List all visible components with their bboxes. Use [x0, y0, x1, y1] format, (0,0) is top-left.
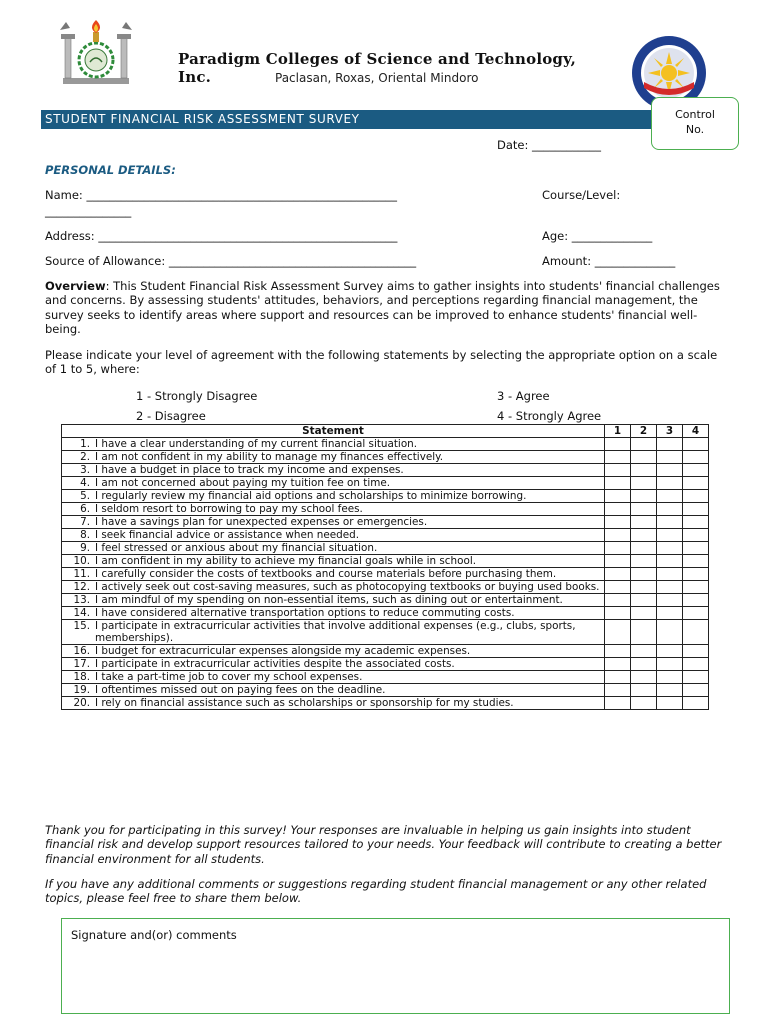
- survey-table: [61, 424, 709, 710]
- table-row: [62, 684, 709, 697]
- control-label-no: No.: [685, 123, 705, 136]
- table-row: [62, 658, 709, 671]
- rating-cell-4[interactable]: [683, 490, 709, 503]
- rating-cell-3[interactable]: [657, 671, 683, 684]
- rating-cell-4[interactable]: [683, 594, 709, 607]
- statement-cell: [62, 658, 605, 671]
- rating-cell-4[interactable]: [683, 645, 709, 658]
- statement-number: 8.: [80, 529, 90, 541]
- rating-cell-1[interactable]: [605, 555, 631, 568]
- signature-comments-box[interactable]: [61, 918, 730, 1014]
- statement-cell: [62, 594, 605, 607]
- statement-cell: [62, 542, 605, 555]
- instructions-paragraph: Please indicate your level of agreement with the following statements by selecting the appropriate option on a scale of 1 to 5, where:: [45, 348, 718, 377]
- statement-text: I have a clear understanding of my current financial situation.: [95, 438, 418, 450]
- rating-cell-3[interactable]: [657, 438, 683, 451]
- rating-cell-1[interactable]: [605, 529, 631, 542]
- rating-cell-4[interactable]: [683, 503, 709, 516]
- scale-2: 2 - Disagree: [136, 409, 206, 423]
- statement-number: 18.: [73, 671, 90, 683]
- rating-cell-2[interactable]: [631, 516, 657, 529]
- rating-cell-4[interactable]: [683, 671, 709, 684]
- rating-cell-4[interactable]: [683, 477, 709, 490]
- rating-cell-2[interactable]: [631, 568, 657, 581]
- rating-cell-2[interactable]: [631, 645, 657, 658]
- statement-cell: [62, 464, 605, 477]
- rating-cell-1[interactable]: [605, 658, 631, 671]
- school-name: Paradigm Colleges of Science and Technology, Inc.: [178, 50, 577, 86]
- table-header-row: [62, 425, 709, 438]
- statement-cell: [62, 620, 605, 645]
- control-number-box[interactable]: [651, 97, 739, 150]
- statement-cell: [62, 607, 605, 620]
- table-row: [62, 671, 709, 684]
- overview-label: Overview: [45, 279, 106, 293]
- statement-number: 15.: [73, 620, 90, 632]
- scale-header-4: 4: [683, 425, 709, 438]
- statement-number: 6.: [80, 503, 90, 515]
- rating-cell-3[interactable]: [657, 684, 683, 697]
- rating-cell-2[interactable]: [631, 451, 657, 464]
- statement-text: I carefully consider the costs of textbooks and course materials before purchasing them.: [95, 568, 557, 580]
- rating-cell-4[interactable]: [683, 451, 709, 464]
- statement-number: 5.: [80, 490, 90, 502]
- allowance-field[interactable]: Source of Allowance: ___________________________________________: [45, 254, 417, 268]
- table-row: [62, 607, 709, 620]
- rating-cell-2[interactable]: [631, 477, 657, 490]
- rating-cell-1[interactable]: [605, 684, 631, 697]
- statement-cell: [62, 671, 605, 684]
- rating-cell-4[interactable]: [683, 658, 709, 671]
- rating-cell-2[interactable]: [631, 671, 657, 684]
- rating-cell-2[interactable]: [631, 684, 657, 697]
- statement-text: I regularly review my financial aid options and scholarships to minimize borrowing.: [95, 490, 527, 502]
- rating-cell-3[interactable]: [657, 464, 683, 477]
- survey-title-banner: STUDENT FINANCIAL RISK ASSESSMENT SURVEY: [41, 110, 681, 129]
- course-level-line: _______________: [45, 204, 132, 218]
- rating-cell-1[interactable]: [605, 451, 631, 464]
- statement-text: I am not confident in my ability to manage my finances effectively.: [95, 451, 444, 463]
- statement-cell: [62, 438, 605, 451]
- statement-text: I participate in extracurricular activities that involve additional expenses (e.g., clubs, sports, memberships).: [95, 620, 576, 644]
- statement-number: 2.: [80, 451, 90, 463]
- course-level-label[interactable]: Course/Level:: [542, 188, 621, 202]
- date-field[interactable]: Date: ____________: [497, 138, 602, 152]
- rating-cell-4[interactable]: [683, 581, 709, 594]
- scale-4: 4 - Strongly Agree: [497, 409, 602, 423]
- rating-cell-4[interactable]: [683, 542, 709, 555]
- statement-text: I take a part-time job to cover my school expenses.: [95, 671, 363, 683]
- statement-text: I rely on financial assistance such as scholarships or sponsorship for my studies.: [95, 697, 514, 709]
- rating-cell-1[interactable]: [605, 464, 631, 477]
- rating-cell-4[interactable]: [683, 555, 709, 568]
- rating-cell-3[interactable]: [657, 658, 683, 671]
- rating-cell-2[interactable]: [631, 529, 657, 542]
- personal-details-heading: PERSONAL DETAILS:: [45, 163, 176, 177]
- rating-cell-4[interactable]: [683, 464, 709, 477]
- scale-3: 3 - Agree: [497, 389, 550, 403]
- statement-cell: [62, 529, 605, 542]
- rating-cell-1[interactable]: [605, 503, 631, 516]
- table-row: [62, 594, 709, 607]
- statement-number: 17.: [73, 658, 90, 670]
- rating-cell-3[interactable]: [657, 607, 683, 620]
- statement-text: I oftentimes missed out on paying fees on the deadline.: [95, 684, 386, 696]
- scale-header-3: 3: [657, 425, 683, 438]
- overview-paragraph: [45, 279, 722, 337]
- rating-cell-1[interactable]: [605, 438, 631, 451]
- rating-cell-1[interactable]: [605, 490, 631, 503]
- address-field[interactable]: Address: ____________________________________________________: [45, 229, 398, 243]
- rating-cell-3[interactable]: [657, 529, 683, 542]
- rating-cell-3[interactable]: [657, 620, 683, 645]
- statement-cell: [62, 490, 605, 503]
- school-logo: [57, 18, 135, 90]
- table-row: [62, 555, 709, 568]
- statement-text: I feel stressed or anxious about my financial situation.: [95, 542, 378, 554]
- rating-cell-1[interactable]: [605, 581, 631, 594]
- rating-cell-4[interactable]: [683, 529, 709, 542]
- scale-header-1: 1: [605, 425, 631, 438]
- rating-cell-4[interactable]: [683, 607, 709, 620]
- statement-cell: [62, 568, 605, 581]
- rating-cell-2[interactable]: [631, 607, 657, 620]
- table-row: [62, 490, 709, 503]
- statement-text: I budget for extracurricular expenses alongside my academic expenses.: [95, 645, 471, 657]
- table-row: [62, 503, 709, 516]
- rating-cell-1[interactable]: [605, 594, 631, 607]
- statement-text: I am confident in my ability to achieve my financial goals while in school.: [95, 555, 477, 567]
- rating-cell-2[interactable]: [631, 658, 657, 671]
- thank-you-paragraph: Thank you for participating in this survey! Your responses are invaluable in helping us gain insights into student financial risk and develop support resources tailored to your needs. Your feedback will contribute to creating a better financial environment for all students.: [45, 823, 722, 866]
- statement-cell: [62, 451, 605, 464]
- rating-cell-2[interactable]: [631, 490, 657, 503]
- rating-cell-3[interactable]: [657, 568, 683, 581]
- rating-cell-1[interactable]: [605, 516, 631, 529]
- rating-cell-1[interactable]: [605, 477, 631, 490]
- rating-cell-4[interactable]: [683, 620, 709, 645]
- table-row: [62, 568, 709, 581]
- statement-cell: [62, 684, 605, 697]
- table-row: [62, 464, 709, 477]
- statement-number: 13.: [73, 594, 90, 606]
- scale-header-2: 2: [631, 425, 657, 438]
- statement-text: I am not concerned about paying my tuition fee on time.: [95, 477, 391, 489]
- rating-cell-4[interactable]: [683, 697, 709, 710]
- table-row: [62, 542, 709, 555]
- statement-cell: [62, 477, 605, 490]
- school-address: Paclasan, Roxas, Oriental Mindoro: [275, 71, 479, 85]
- rating-cell-3[interactable]: [657, 503, 683, 516]
- statement-text: I seek financial advice or assistance when needed.: [95, 529, 360, 541]
- rating-cell-3[interactable]: [657, 490, 683, 503]
- rating-cell-2[interactable]: [631, 555, 657, 568]
- table-row: [62, 529, 709, 542]
- statement-number: 12.: [73, 581, 90, 593]
- rating-cell-2[interactable]: [631, 697, 657, 710]
- rating-cell-1[interactable]: [605, 645, 631, 658]
- rating-cell-3[interactable]: [657, 697, 683, 710]
- table-row: [62, 438, 709, 451]
- name-field[interactable]: Name: ______________________________________________________: [45, 188, 397, 202]
- table-row: [62, 451, 709, 464]
- statement-cell: [62, 581, 605, 594]
- statement-text: I actively seek out cost-saving measures, such as photocopying textbooks or buying used books.: [95, 581, 600, 593]
- rating-cell-1[interactable]: [605, 607, 631, 620]
- rating-cell-3[interactable]: [657, 516, 683, 529]
- rating-cell-3[interactable]: [657, 451, 683, 464]
- rating-cell-2[interactable]: [631, 438, 657, 451]
- rating-cell-2[interactable]: [631, 620, 657, 645]
- rating-cell-1[interactable]: [605, 542, 631, 555]
- statement-number: 1.: [80, 438, 90, 450]
- table-row: [62, 477, 709, 490]
- rating-cell-2[interactable]: [631, 542, 657, 555]
- statement-number: 4.: [80, 477, 90, 489]
- rating-cell-4[interactable]: [683, 568, 709, 581]
- table-row: [62, 645, 709, 658]
- statement-number: 10.: [73, 555, 90, 567]
- statement-text: I participate in extracurricular activities despite the associated costs.: [95, 658, 455, 670]
- statement-number: 20.: [73, 697, 90, 709]
- statement-header: Statement: [62, 425, 605, 438]
- statement-cell: [62, 555, 605, 568]
- statement-text: I am mindful of my spending on non-essential items, such as dining out or entertainment.: [95, 594, 563, 606]
- control-label: Control: [675, 108, 715, 121]
- signature-label: Signature and(or) comments: [71, 928, 237, 942]
- statement-text: I have a savings plan for unexpected expenses or emergencies.: [95, 516, 428, 528]
- statement-number: 16.: [73, 645, 90, 657]
- rating-cell-4[interactable]: [683, 684, 709, 697]
- scale-1: 1 - Strongly Disagree: [136, 389, 258, 403]
- rating-cell-2[interactable]: [631, 503, 657, 516]
- rating-cell-2[interactable]: [631, 464, 657, 477]
- rating-cell-2[interactable]: [631, 581, 657, 594]
- rating-cell-4[interactable]: [683, 438, 709, 451]
- statement-cell: [62, 503, 605, 516]
- rating-cell-4[interactable]: [683, 516, 709, 529]
- statement-number: 11.: [73, 568, 90, 580]
- rating-cell-1[interactable]: [605, 568, 631, 581]
- statement-number: 19.: [73, 684, 90, 696]
- age-field[interactable]: Age: ______________: [542, 229, 653, 243]
- rating-cell-1[interactable]: [605, 697, 631, 710]
- statement-cell: [62, 645, 605, 658]
- statement-number: 3.: [80, 464, 90, 476]
- additional-comments-paragraph: If you have any additional comments or suggestions regarding student financial management or any other related topics, please feel free to share them below.: [45, 877, 707, 906]
- statement-text: I have a budget in place to track my income and expenses.: [95, 464, 404, 476]
- overview-text: : This Student Financial Risk Assessment Survey aims to gather insights into students' financial challenges and concerns. By assessing students' attitudes, behaviors, and perceptions regarding financial management, the survey seeks to identify areas where support and resources can be improved to enhance students' financial well-being.: [45, 279, 720, 337]
- statement-cell: [62, 697, 605, 710]
- statement-number: 7.: [80, 516, 90, 528]
- statement-text: I seldom resort to borrowing to pay my school fees.: [95, 503, 363, 515]
- statement-text: I have considered alternative transportation options to reduce commuting costs.: [95, 607, 515, 619]
- table-row: [62, 620, 709, 645]
- rating-cell-3[interactable]: [657, 555, 683, 568]
- statement-number: 9.: [80, 542, 90, 554]
- statement-number: 14.: [73, 607, 90, 619]
- amount-field[interactable]: Amount: ______________: [542, 254, 676, 268]
- rating-cell-1[interactable]: [605, 671, 631, 684]
- table-row: [62, 697, 709, 710]
- statement-cell: [62, 516, 605, 529]
- rating-cell-3[interactable]: [657, 594, 683, 607]
- rating-cell-3[interactable]: [657, 581, 683, 594]
- table-row: [62, 581, 709, 594]
- table-row: [62, 516, 709, 529]
- rating-cell-1[interactable]: [605, 620, 631, 645]
- rating-cell-3[interactable]: [657, 477, 683, 490]
- rating-cell-3[interactable]: [657, 645, 683, 658]
- rating-cell-2[interactable]: [631, 594, 657, 607]
- rating-cell-3[interactable]: [657, 542, 683, 555]
